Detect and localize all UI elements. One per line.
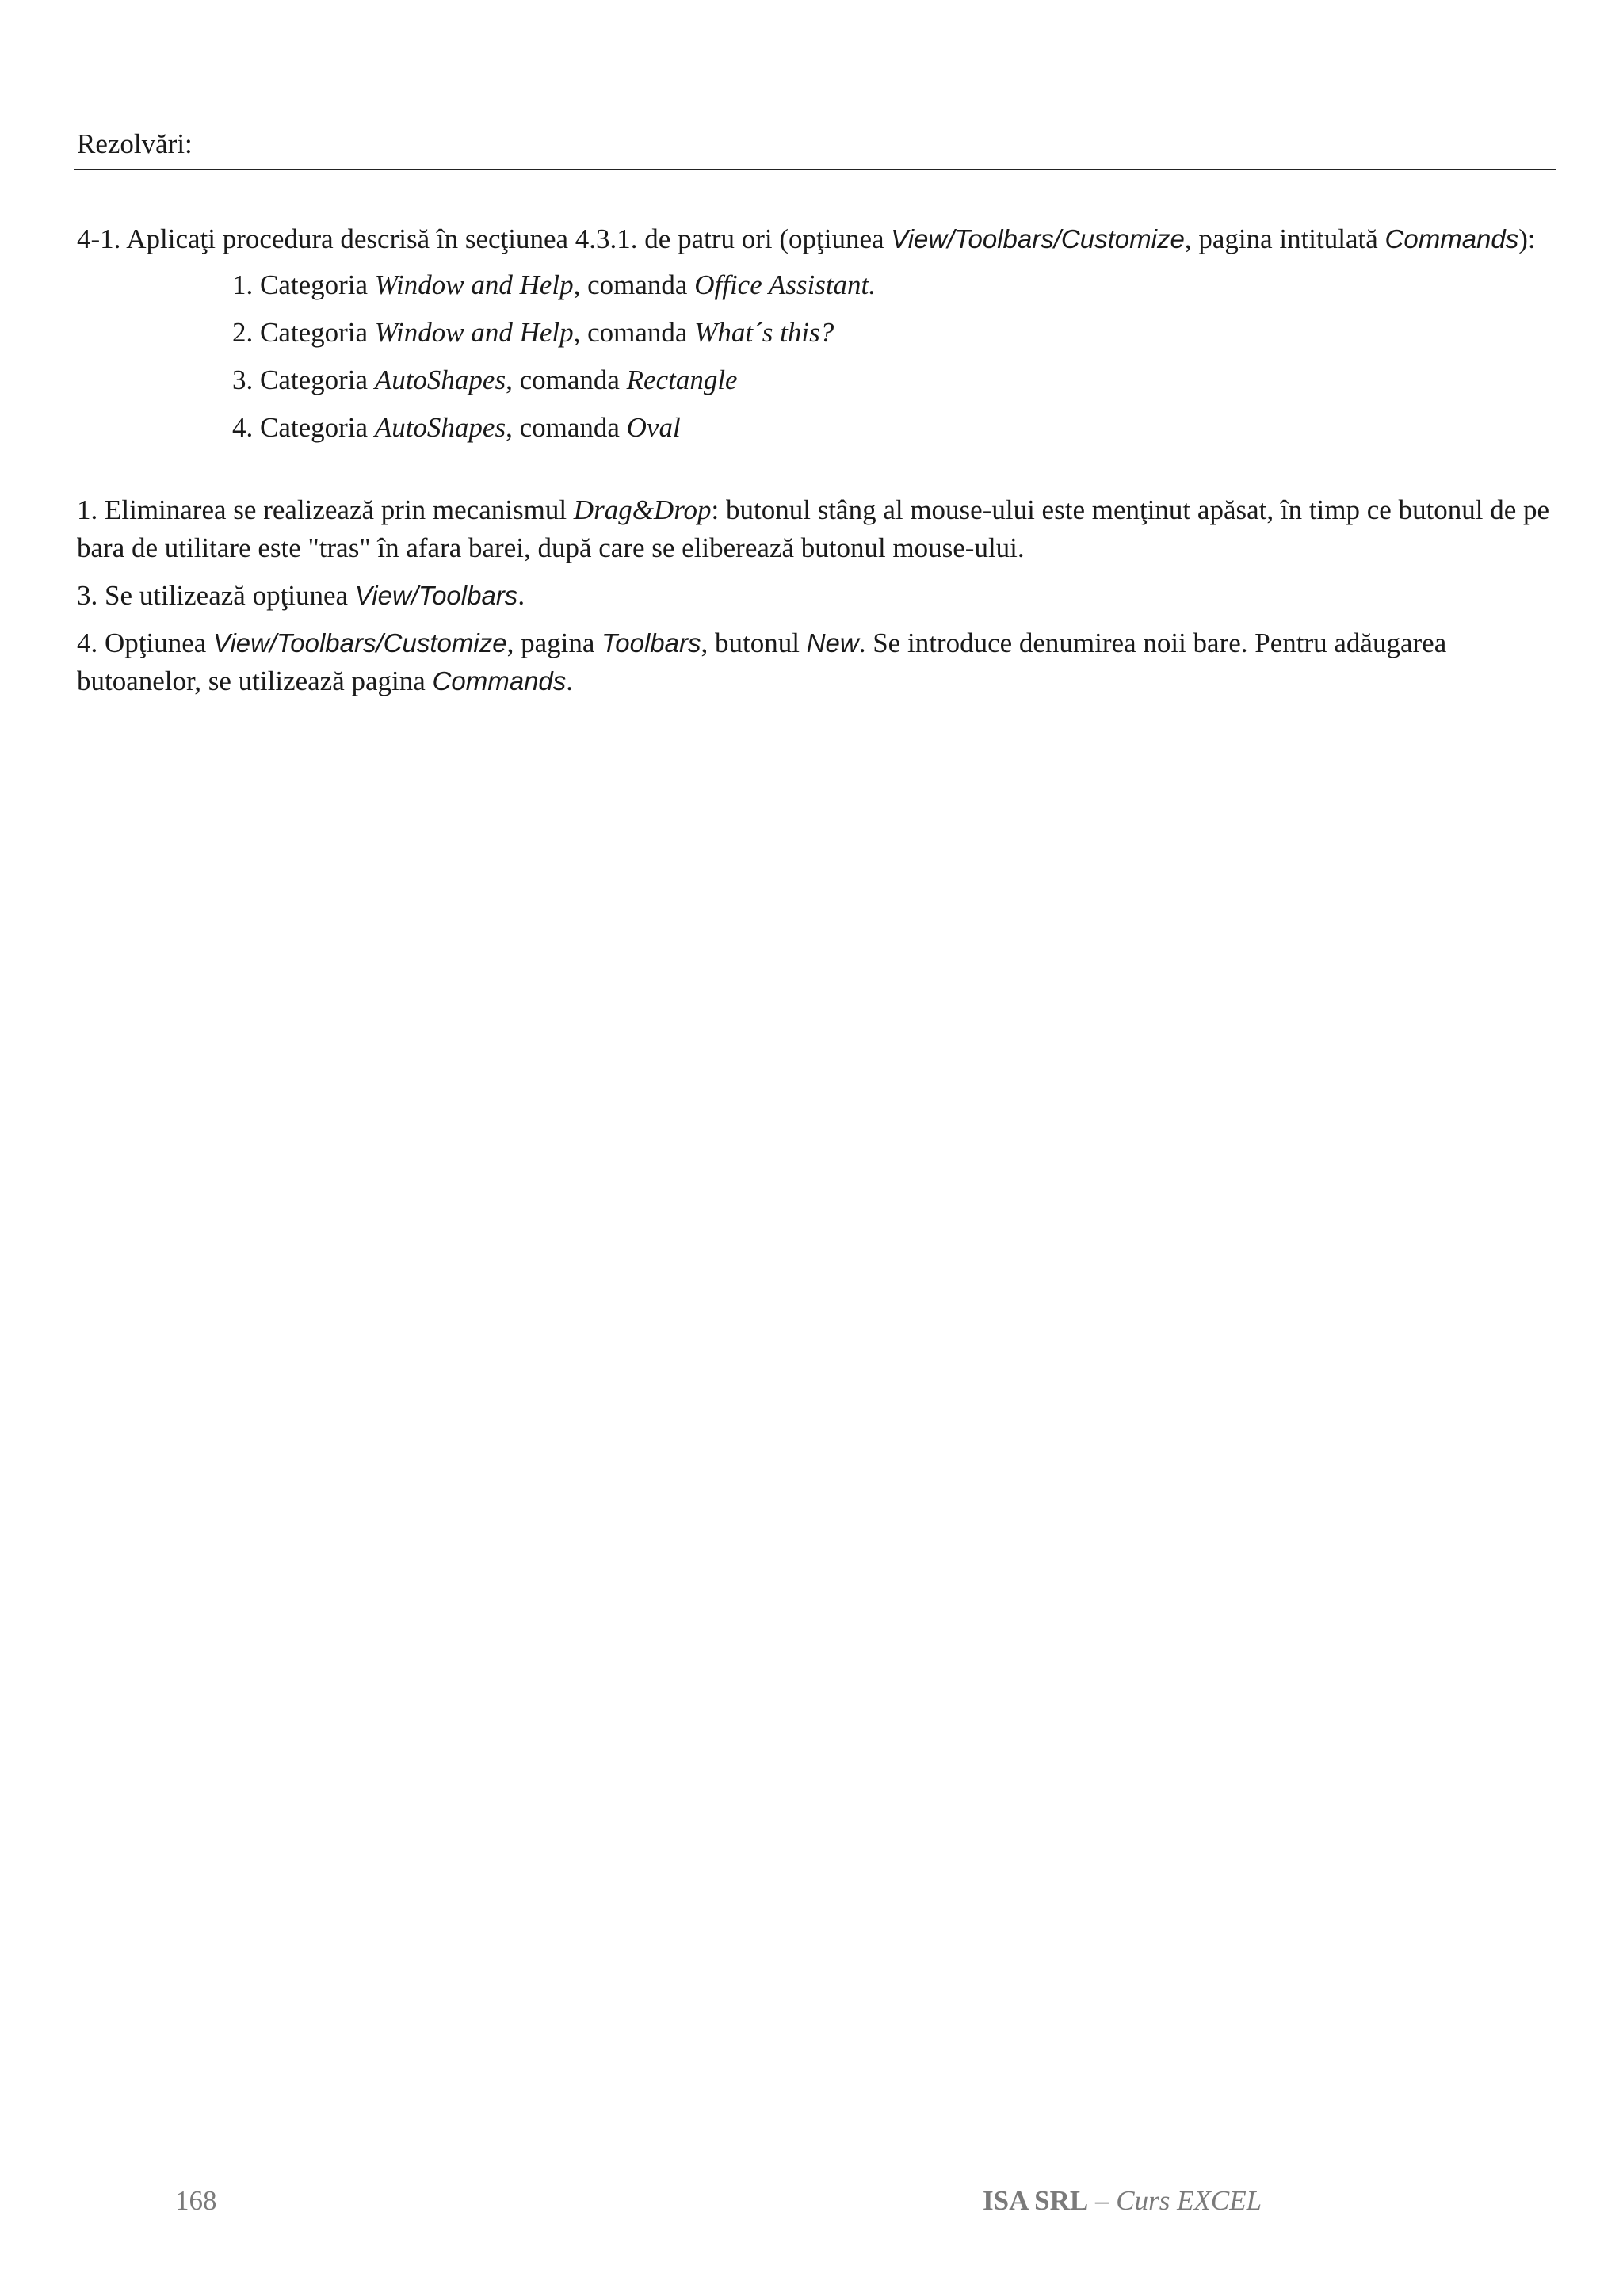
answer-4-button-name: New xyxy=(806,628,859,658)
brand-name: ISA SRL xyxy=(983,2185,1089,2216)
answer-4-menu-path: View/Toolbars/Customize xyxy=(213,628,507,658)
footer-brand xyxy=(983,2185,1262,2217)
step-mid: , comanda xyxy=(506,364,627,395)
list-item xyxy=(232,266,1551,304)
answer-4-text-5: . xyxy=(566,666,574,696)
answer-4 xyxy=(77,624,1551,700)
answer-3-text-2: . xyxy=(517,580,525,611)
header-rule xyxy=(74,169,1556,170)
intro-menu-path: View/Toolbars/Customize xyxy=(891,224,1185,254)
step-number: 2. Categoria xyxy=(232,317,375,348)
answer-4-text-3: , butonul xyxy=(701,627,807,658)
step-command: Rectangle xyxy=(626,364,738,395)
step-command: Office Assistant. xyxy=(694,269,876,300)
exercise-intro xyxy=(77,220,1551,258)
page-header: Rezolvări: xyxy=(77,128,193,159)
course-name: Curs EXCEL xyxy=(1116,2185,1262,2216)
answer-1-dragdrop: Drag&Drop xyxy=(573,494,712,525)
intro-text-1: 4-1. Aplicaţi procedura descrisă în secţiunea 4.3.1. de patru ori (opţiunea xyxy=(77,223,892,254)
answer-4-page-name-2: Commands xyxy=(432,666,567,696)
steps-list xyxy=(232,266,1551,447)
intro-text-2: , pagina intitulată xyxy=(1184,223,1385,254)
step-category: AutoShapes xyxy=(374,364,506,395)
step-number: 3. Categoria xyxy=(232,364,375,395)
step-mid: , comanda xyxy=(506,412,627,443)
step-number: 4. Categoria xyxy=(232,412,375,443)
answer-1-text-1: 1. Eliminarea se realizează prin mecanismul xyxy=(77,494,574,525)
answer-4-text-2: , pagina xyxy=(506,627,602,658)
list-item xyxy=(232,361,1551,399)
answer-4-text-4: . Se introduce denumirea noii bare. Pentru adăugarea butoanelor, se utilizează pagina xyxy=(77,627,1447,696)
step-command: Oval xyxy=(626,412,681,443)
intro-page-name: Commands xyxy=(1384,224,1519,254)
step-category: Window and Help xyxy=(374,317,574,348)
step-mid: , comanda xyxy=(573,317,695,348)
answer-3-text-1: 3. Se utilizează opţiunea xyxy=(77,580,355,611)
intro-text-3: ): xyxy=(1518,223,1536,254)
list-item xyxy=(232,409,1551,447)
step-category: Window and Help xyxy=(374,269,574,300)
answer-1 xyxy=(77,491,1551,567)
answer-4-text-1: 4. Opţiunea xyxy=(77,627,214,658)
list-item xyxy=(232,314,1551,352)
answer-4-page-name: Toolbars xyxy=(601,628,701,658)
step-command: What´s this? xyxy=(694,317,834,348)
brand-dash: – xyxy=(1088,2185,1117,2216)
page-number: 168 xyxy=(175,2185,217,2216)
page-content xyxy=(77,220,1551,700)
answer-1-text-2: : butonul stâng al mouse-ului este menţinut apăsat, în timp ce butonul de pe bara de utilitare este "tras" în afara barei, după care se eliberează butonul mouse-ului. xyxy=(77,494,1550,563)
step-number: 1. Categoria xyxy=(232,269,375,300)
answer-3-menu-path: View/Toolbars xyxy=(354,581,518,610)
step-mid: , comanda xyxy=(573,269,695,300)
step-category: AutoShapes xyxy=(374,412,506,443)
answer-3 xyxy=(77,577,1551,615)
